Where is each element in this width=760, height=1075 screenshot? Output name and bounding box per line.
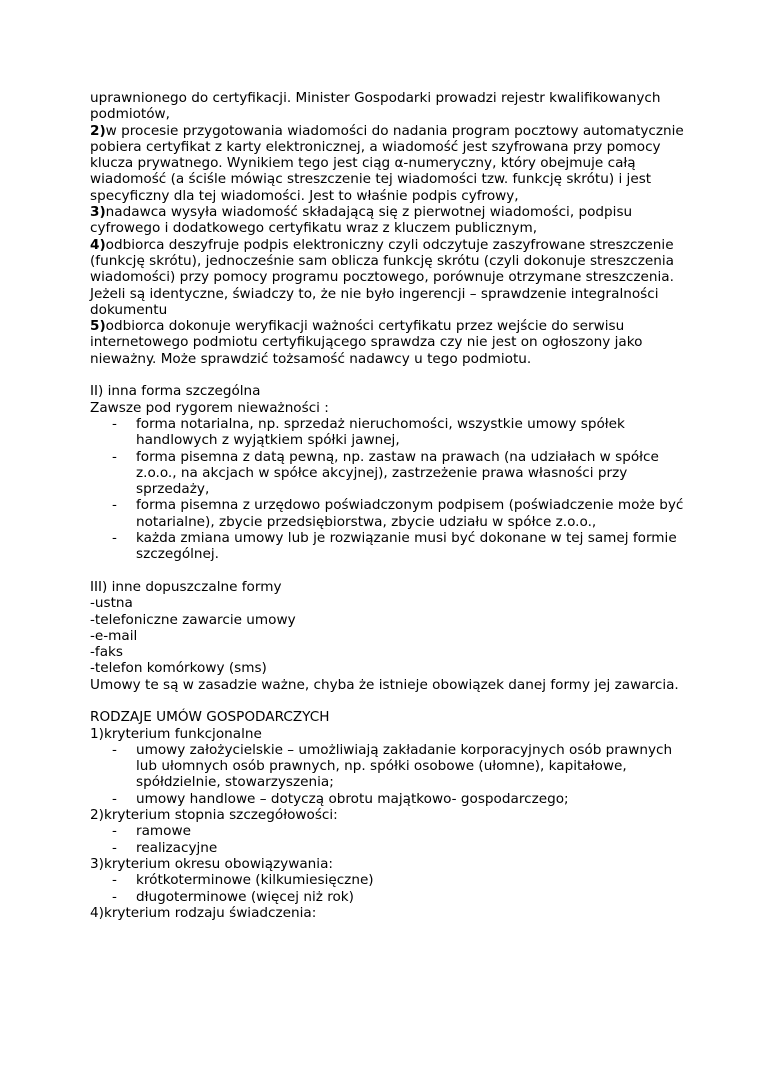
step-number: 3) <box>90 204 106 221</box>
section-4-heading: RODZAJE UMÓW GOSPODARCZYCH <box>90 709 330 726</box>
section-3-line: -telefoniczne zawarcie umowy <box>90 611 296 628</box>
spacer <box>90 563 690 579</box>
list-item: - umowy założycielskie – umożliwiają zakładanie korporacyjnych osób prawnych lub ułomnych osób prawnych, np. spółki osobowe (ułomne), kapitałowe, spółdzielnie, stowarzyszenia; <box>136 742 690 791</box>
list-item: - ramowe <box>136 823 690 839</box>
step-3 <box>90 204 690 237</box>
step-number: 5) <box>90 318 106 335</box>
list-item: - forma pisemna z datą pewną, np. zastaw na prawach (na udziałach w spółce z.o.o., na akcjach w spółce akcyjnej), zastrzeżenie prawa własności przy sprzedaży, <box>136 449 690 498</box>
criterion-label: 1)kryterium funkcjonalne <box>90 725 262 742</box>
step-text: nadawca wysyła wiadomość składającą się z pierwotnej wiadomości, podpisu cyfrowego i dodatkowego certyfikatu wraz z kluczem publicznym, <box>90 204 633 237</box>
criterion-label: 2)kryterium stopnia szczegółowości: <box>90 807 338 824</box>
step-5 <box>90 318 690 367</box>
criterion-label: 4)kryterium rodzaju świadczenia: <box>90 904 317 921</box>
intro-paragraph: uprawnionego do certyfikacji. Minister Gospodarki prowadzi rejestr kwalifikowanych podmiotów, <box>90 90 661 123</box>
section-2-subheading: Zawsze pod rygorem nieważności : <box>90 399 329 416</box>
criterion-label: 3)kryterium okresu obowiązywania: <box>90 855 333 872</box>
step-text: odbiorca deszyfruje podpis elektroniczny czyli odczytuje zaszyfrowane streszczenie (funkcję skrótu), jednocześnie sam oblicza funkcję skrótu (czyli dokonuje streszczenia wiadomości) przy pomocy programu pocztowego, porównuje otrzymane streszczenia. Jeżeli są identyczne, świadczy to, że nie było ingerencji – sprawdzenie integralności dokumentu <box>90 236 674 318</box>
list-item: - forma pisemna z urzędowo poświadczonym podpisem (poświadczenie może być notarialne), zbycie przedsiębiorstwa, zbycie udziału w spółce z.o.o., <box>136 497 690 530</box>
list-item: - forma notarialna, np. sprzedaż nieruchomości, wszystkie umowy spółek handlowych z wyjątkiem spółki jawnej, <box>136 416 690 449</box>
step-text: odbiorca dokonuje weryfikacji ważności certyfikatu przez wejście do serwisu internetowego podmiotu certyfikującego sprawdza czy nie jest on ogłoszony jako nieważny. Może sprawdzić tożsamość nadawcy u tego podmiotu. <box>90 318 643 367</box>
list-item: - krótkoterminowe (kilkumiesięczne) <box>136 872 690 888</box>
list-item: - długoterminowe (więcej niż rok) <box>136 889 690 905</box>
section-3-line: -faks <box>90 644 123 661</box>
list-item: - umowy handlowe – dotyczą obrotu majątkowo- gospodarczego; <box>136 791 690 807</box>
section-2-list <box>90 416 690 563</box>
step-text: w procesie przygotowania wiadomości do nadania program pocztowy automatycznie pobiera certyfikat z karty elektronicznej, a wiadomość jest szyfrowana przy pomocy klucza prywatnego. Wynikiem tego jest ciąg α-numeryczny, który obejmuje całą wiadomość (a ściśle mówiąc streszczenie tej wiadomości tzw. funkcję skrótu) i jest specyficzny dla tej wiadomości. Jest to właśnie podpis cyfrowy, <box>90 122 684 204</box>
document-page <box>90 90 690 921</box>
list-item: - realizacyjne <box>136 840 690 856</box>
spacer <box>90 367 690 383</box>
step-4 <box>90 237 690 318</box>
section-3-line: -ustna <box>90 595 133 612</box>
section-3-line: -e-mail <box>90 627 138 644</box>
section-3-heading: III) inne dopuszczalne formy <box>90 578 282 595</box>
list-item: - każda zmiana umowy lub je rozwiązanie musi być dokonane w tej samej formie szczególnej. <box>136 530 690 563</box>
spacer <box>90 693 690 709</box>
criterion-list <box>90 872 690 905</box>
section-3-line: -telefon komórkowy (sms) <box>90 660 267 677</box>
criterion-list <box>90 742 690 807</box>
criterion-list <box>90 823 690 856</box>
section-2-heading: II) inna forma szczególna <box>90 383 261 400</box>
step-number: 2) <box>90 122 106 139</box>
step-2 <box>90 123 690 204</box>
step-number: 4) <box>90 236 106 253</box>
section-3-closing: Umowy te są w zasadzie ważne, chyba że istnieje obowiązek danej formy jej zawarcia. <box>90 676 679 693</box>
